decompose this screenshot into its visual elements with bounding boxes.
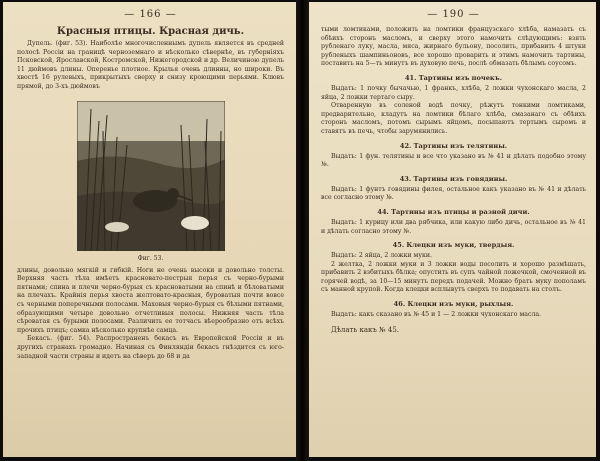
paragraph-snipe: Дупель. (фиг. 53). Наиболѣе многочисленнымъ дупель является въ средней полосѣ Россіи на границѣ черноземнаго и нѣсколько сѣвернѣе, въ губерніяхъ Псковской, Ярославской, Костромской, Нижегородской и др. Величиною дупель 11 дюймовъ длины. Оперенье плотное. Крылья очень длинны, но широки. Въ хвостѣ 16 рулевыхъ, прикрытыхъ сверху и снизу кроющими перьями. Клювъ прямой, до 3-хъ дюймовъ [17,40,284,90]
recipe-43-title: 43. Тартины изъ говядины. [399,174,508,183]
recipe-42-title: 42. Тартины изъ телятины. [399,141,508,150]
recipe-44-ingredients: Выдать: 1 курицу или два рябчика, или какую либо дичь, остальное въ № 41 и дѣлать согласно этому №. [321,218,586,235]
recipe-45-title: 45. Клецки изъ муки, твердыя. [392,241,515,250]
page-number: — 166 — [124,9,177,20]
right-page [309,2,596,457]
recipe-41-ingredients: Выдать: 1 почку бычачью, 1 франкъ, хлѣба, 2 ложки чухонскаго масла, 2 яйца, 2 ложки тертаго сыру. [321,84,586,101]
figure-engraving [77,101,225,251]
page-number: — 190 — [427,9,480,20]
book-gutter [296,0,309,461]
recipe-46-method: Дѣлать какъ № 45. [331,325,400,334]
paragraph-common-snipe: Бекасъ. (фиг. 54). Распространенъ бекасъ въ Европейской Россіи и въ другихъ странахъ громадно. Начиная съ Финляндіи бекасъ гнѣздится съ юго-западной части страны и идетъ на сѣверъ до 68 и да [17,335,284,360]
recipe-45-method: 2 желтка, 2 ложки муки и 3 ложки воды посолить и хорошо размѣшать, прибавить 2 взбитыхъ бѣлка; опустить въ супъ чайной ложечкой, смоченной въ горячей водѣ, за 10—15 минутъ передъ подачей. Можно брать муку пополамъ съ манной крупой. Когда клецки всплывутъ сверхъ то подавать на столъ. [321,260,586,294]
recipe-46-title: 46. Клецки изъ муки, рыхлыя. [393,300,514,309]
section-title: Красныя птицы. Красная дичь. [56,26,245,37]
recipe-41-method: Отваренную въ соленой водѣ почку, рѣжутъ тонкими ломтиками, предварительно, кладутъ на ломтики бѣлаго хлѣба, смазанаго съ обѣихъ сторонъ масломъ, потомъ сырымъ яйцомъ, посыпаютъ тертымъ сыромъ и ставятъ въ печь, чтобы зарумянились. [321,102,586,135]
left-page [3,2,296,457]
recipe-41-title: 41. Тартины изъ почекъ. [404,73,503,82]
paragraph-intro: тыми ломтиками, положить на ломтики французскаго хлѣба, намазать съ обѣихъ сторонъ масломъ, и сверху этого намочить слѣдующимъ: взять рубленаго луку, масла, мяса, жирнаго бульону, посолить, прибавить 4 штуки рубленыхъ шампиньоновъ, все хорошо проварить и этимъ намочить тартины, поставить на 5—ть минутъ въ духовую печь, послѣ обмазать бѣлымъ соусомъ. [321,26,586,68]
recipe-42-ingredients: Выдать: 1 фун. телятины и все что указано въ № 41 и дѣлать подобно этому №. [321,152,586,169]
paragraph-snipe-continued: длины, довольно мягкій и гибкій. Ноги не очень высоки и довольно толсты. Верхняя часть тѣла имѣетъ красновато-пестрыя перья съ черно-бурыми пятнами; спина и плечи черно-бурыя съ красноватыми на спинѣ и бѣловатыми на плечахъ. Крайнія перья хвоста желтовато-красныя, буроватыя почти вовсе съ черными поперечными полосами. Маховыя черно-бурыя съ бѣлыми пятнами, образующими четыре довольно отчетливыя полосы. Нижняя часть тѣла сѣроватая съ бурыми полосами. Различить ее тотчасъ вѣерообразно отъ всѣхъ прочихъ птицъ; самка нѣсколько крупнѣе самца. [17,266,284,334]
figure-caption: Фиг. 53. [137,254,164,262]
recipe-43-ingredients: Выдать: 1 фунтъ говядины филея, остальное какъ указано въ № 41 и дѣлать все согласно этому №. [321,185,586,202]
recipe-45-ingredients: Выдать: 2 яйца, 2 ложки муки. [331,252,432,260]
recipe-44-title: 44. Тартины изъ птицы и разной дичи. [377,207,530,216]
recipe-46-ingredients: Выдать: какъ сказано въ № 45 и 1 — 2 ложки чухонскаго масла. [331,311,542,319]
